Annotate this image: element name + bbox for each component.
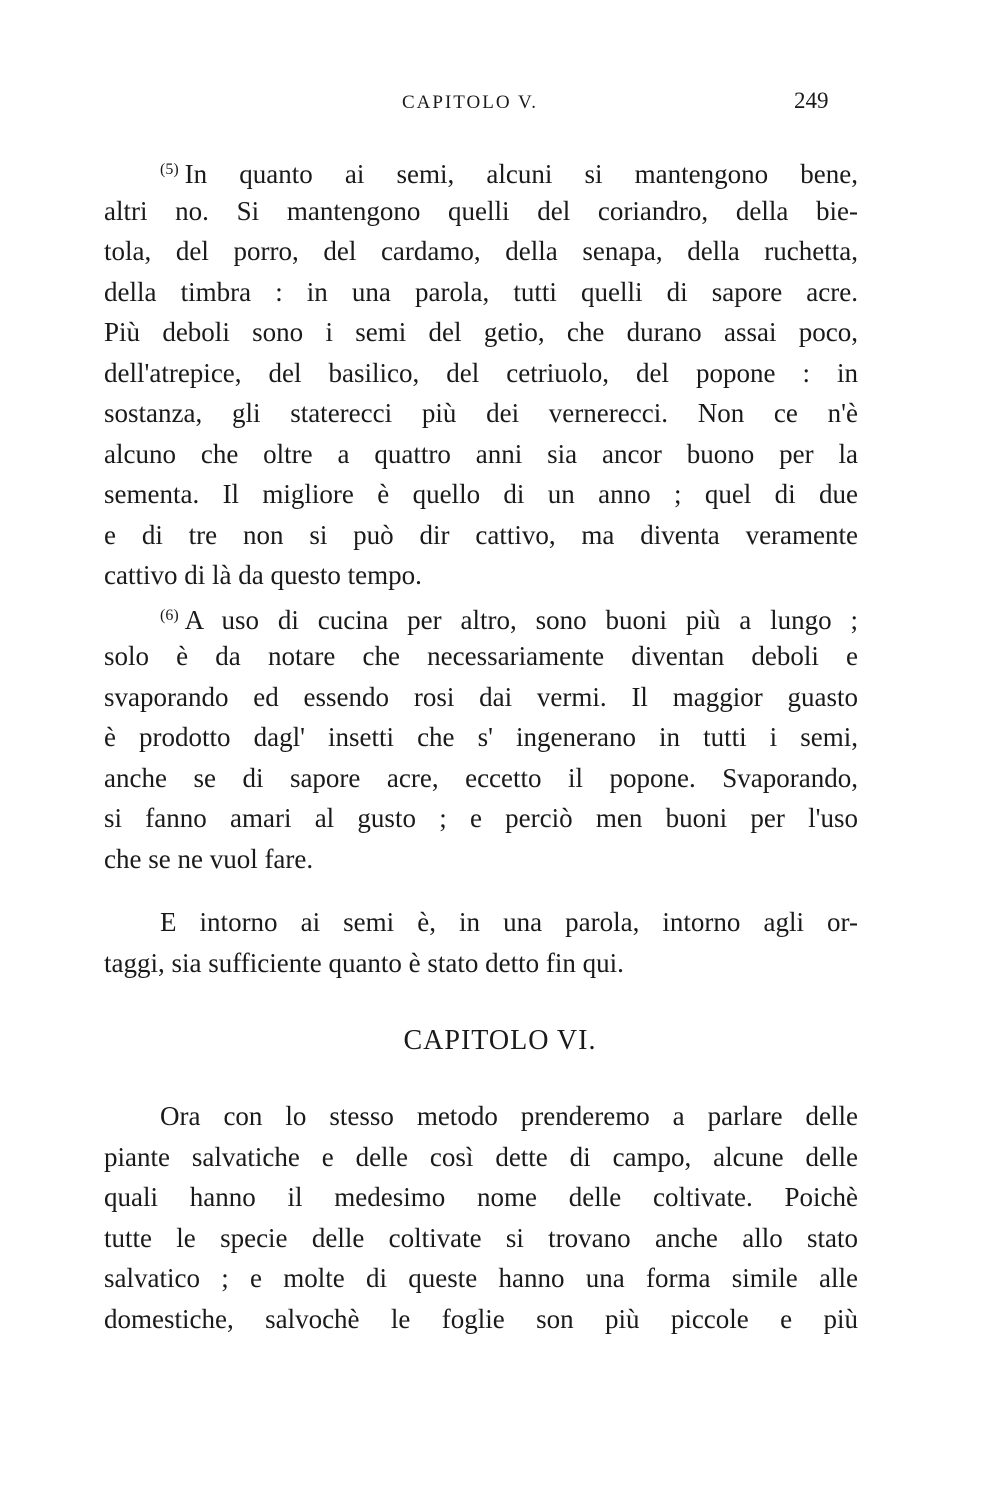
running-title: CAPITOLO V. (402, 92, 539, 113)
chapter-line: quali hanno il medesimo nome delle coltivate. Poichè (104, 1182, 858, 1212)
note-6-line: che se ne vuol fare. (104, 843, 314, 874)
note-5-line: Più deboli sono i semi del getio, che durano assai poco, (104, 317, 858, 347)
note-5-mark: (5) (160, 161, 179, 178)
note-5-line: alcuno che oltre a quattro anni sia ancor buono per la (104, 438, 858, 469)
note-6-line: anche se di sapore acre, eccetto il popone. Svaporando, (104, 762, 858, 793)
note-6-mark: (6) (160, 606, 179, 624)
chapter-line: tutte le specie delle coltivate si trovano anche allo stato (104, 1222, 858, 1253)
note-6-line (104, 596, 858, 637)
note-5-line: altri no. Si mantengono quelli del coriandro, della bie- (104, 195, 858, 226)
note-6-line: solo è da notare che necessariamente diventan deboli e (104, 641, 858, 671)
chapter-heading: CAPITOLO VI. (403, 1025, 597, 1056)
page-number: 249 (794, 88, 829, 113)
note-5-line-text: In quanto ai semi, alcuni si mantengono bene, (184, 159, 858, 189)
chapter-paragraph (104, 1096, 858, 1339)
note-5-line: della timbra : in una parola, tutti quelli di sapore acre. (104, 276, 858, 307)
closing-paragraph (104, 902, 858, 983)
chapter-line: salvatico ; e molte di queste hanno una forma simile alle (104, 1263, 858, 1293)
note-5-line: sostanza, gli staterecci più dei vernerecci. Non ce n'è (104, 398, 858, 428)
note-6-line: svaporando ed essendo rosi dai vermi. Il maggior guasto (104, 681, 858, 712)
note-5-line: cattivo di là da questo tempo. (104, 560, 422, 590)
running-head (0, 88, 1000, 122)
note-5-line (104, 150, 858, 191)
note-6-line: si fanno amari al gusto ; e perciò men buoni per l'uso (104, 803, 858, 833)
chapter-line: domestiche, salvochè le foglie son più piccole e più (104, 1303, 858, 1334)
chapter-line: piante salvatiche e delle così dette di campo, alcune delle (104, 1141, 858, 1172)
note-5-line: dell'atrepice, del basilico, del cetriuolo, del popone : in (104, 357, 858, 388)
note-5-line: sementa. Il migliore è quello di un anno ; quel di due (104, 479, 858, 509)
note-6-line-text: A uso di cucina per altro, sono buoni più a lungo ; (184, 604, 858, 635)
note-5-line: tola, del porro, del cardamo, della senapa, della ruchetta, (104, 236, 858, 266)
note-6-line: è prodotto dagl' insetti che s' ingenerano in tutti i semi, (104, 722, 858, 752)
notes-block (104, 150, 858, 879)
closing-line: taggi, sia sufficiente quanto è stato detto fin qui. (104, 947, 624, 978)
closing-line: E intorno ai semi è, in una parola, intorno agli or- (160, 907, 858, 937)
chapter-line: Ora con lo stesso metodo prenderemo a parlare delle (160, 1101, 858, 1131)
note-5-line: e di tre non si può dir cattivo, ma diventa veramente (104, 519, 858, 550)
